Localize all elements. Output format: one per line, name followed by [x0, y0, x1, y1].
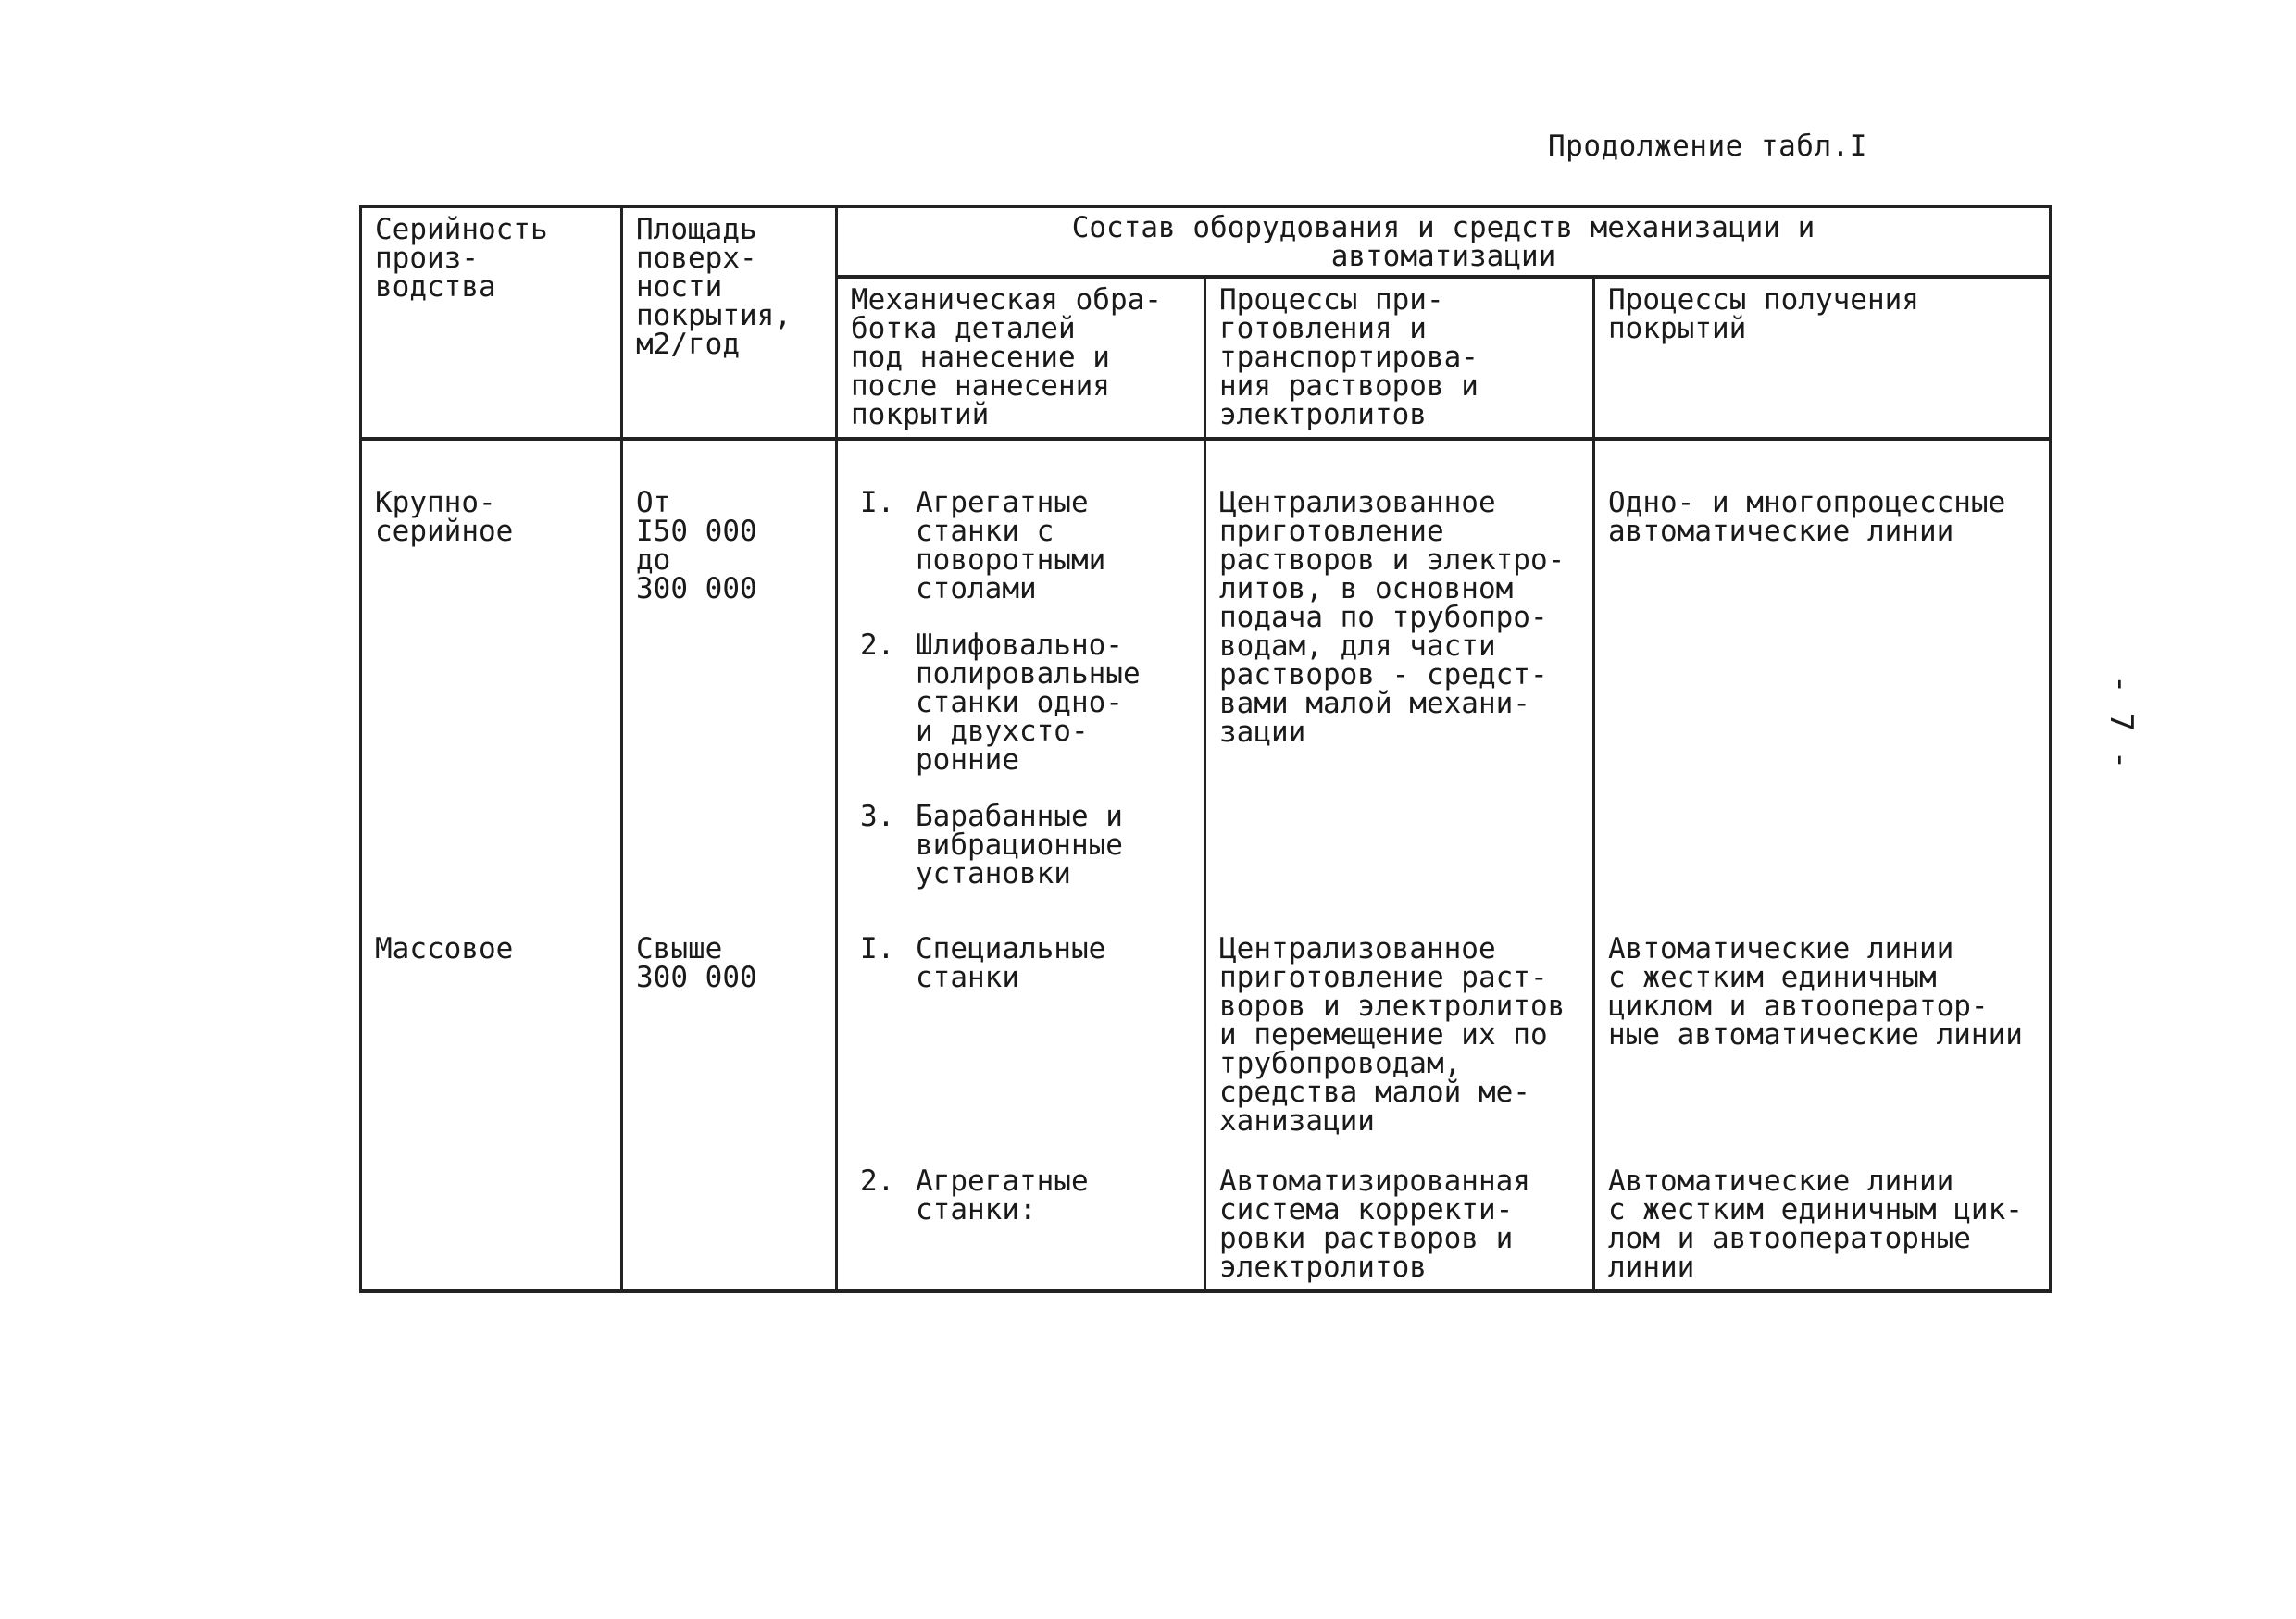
cell-seriality — [361, 1145, 622, 1291]
header-mechanical: Механическая обра- ботка деталей под нанесение и после нанесения покрытий — [837, 277, 1205, 439]
cell-preparation: Централизованное приготовление раст- воров и электролитов и перемещение их по трубопроводам, средства малой ме- ханизации — [1205, 926, 1594, 1145]
cell-coating: Одно- и многопроцессные автоматические линии — [1594, 439, 2051, 926]
table-row — [361, 439, 2051, 926]
cell-area — [622, 1145, 837, 1291]
equipment-table — [359, 205, 2052, 1293]
cell-mechanical — [837, 439, 1205, 926]
cell-preparation: Централизованное приготовление растворов и электро- литов, в основном подача по трубопро- водам, для части растворов - средст- вами малой механи- зации — [1205, 439, 1594, 926]
page-number: - 7 - — [2103, 674, 2140, 770]
cell-mechanical — [837, 926, 1205, 1145]
list-item: I. Специальные станки — [860, 932, 1106, 994]
header-area: Площадь поверх- ности покрытия, м2/год — [622, 207, 837, 440]
cell-mechanical — [837, 1145, 1205, 1291]
table-row — [361, 926, 2051, 1145]
header-row-1 — [361, 207, 2051, 278]
header-seriality: Серийность произ- водства — [361, 207, 622, 440]
header-coating: Процессы получения покрытий — [1594, 277, 2051, 439]
cell-coating: Автоматические линии с жестким единичным цик- лом и автооператорные линии — [1594, 1145, 2051, 1291]
list-item: I. Агрегатные станки с поворотными столами — [860, 486, 1106, 605]
header-preparation: Процессы при- готовления и транспортирова- ния растворов и электролитов — [1205, 277, 1594, 439]
list-item: 3. Барабанные и вибрационные установки — [860, 800, 1123, 890]
cell-seriality: Крупно- серийное — [361, 439, 622, 926]
table-row — [361, 1145, 2051, 1291]
cell-seriality: Массовое — [361, 926, 622, 1145]
cell-preparation: Автоматизированная система корректи- ровки растворов и электролитов — [1205, 1145, 1594, 1291]
table-caption: Продолжение табл.I — [1548, 130, 1867, 163]
list-item: 2. Агрегатные станки: — [860, 1164, 1089, 1227]
header-equipment-group: Состав оборудования и средств механизации и автоматизации — [837, 207, 2051, 278]
cell-area: От I50 000 до 300 000 — [622, 439, 837, 926]
list-item: 2. Шлифовально- полировальные станки одно- и двухсто- ронние — [860, 629, 1141, 777]
cell-coating: Автоматические линии с жестким единичным циклом и автооператор- ные автоматические линии — [1594, 926, 2051, 1145]
cell-area: Свыше 300 000 — [622, 926, 837, 1145]
